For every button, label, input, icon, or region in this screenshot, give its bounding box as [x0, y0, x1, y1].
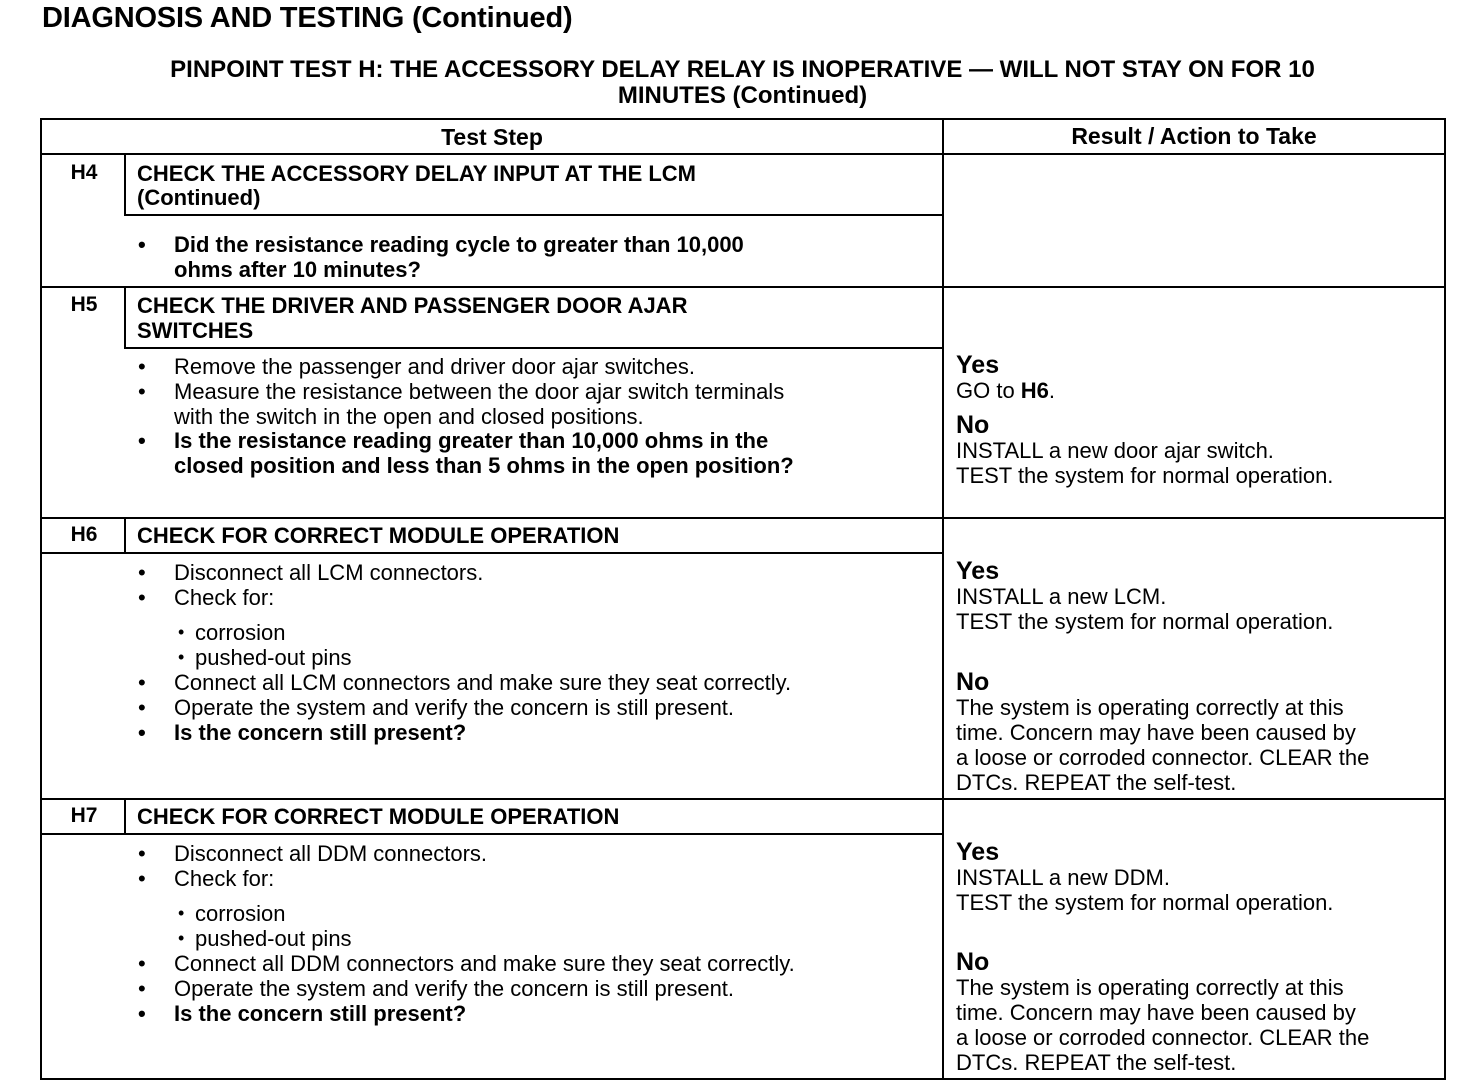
step-instruction: Remove the passenger and driver door ajar switches.: [174, 354, 695, 379]
pinpoint-test-table: [40, 118, 1446, 1080]
step-title: CHECK THE ACCESSORY DELAY INPUT AT THE LCM: [137, 161, 697, 186]
step-instruction: Measure the resistance between the door ajar switch terminals: [174, 379, 785, 404]
row-divider: [42, 286, 1444, 288]
step-question: Is the concern still present?: [174, 720, 467, 745]
column-divider: [942, 120, 944, 1078]
result-no: [956, 949, 1369, 1075]
row-divider: [42, 798, 1444, 800]
yes-action: [956, 378, 1055, 403]
step-instruction: Operate the system and verify the concern is still present.: [174, 976, 735, 1001]
subtitle-line-1: PINPOINT TEST H: THE ACCESSORY DELAY RELAY IS INOPERATIVE — WILL NOT STAY ON FOR 10: [170, 56, 1315, 83]
yes-label: Yes: [956, 557, 1000, 585]
step-title-divider: [42, 833, 942, 835]
check-item: pushed-out pins: [195, 926, 352, 951]
step-instruction: Connect all DDM connectors and make sure they seat correctly.: [174, 951, 795, 976]
bullet: •: [138, 951, 146, 976]
result-no: [956, 669, 1369, 795]
step-title-divider: [42, 552, 942, 554]
step-id: H6: [70, 523, 98, 546]
no-action: time. Concern may have been caused by: [956, 720, 1356, 745]
yes-action: INSTALL a new DDM.: [956, 865, 1170, 890]
step-instruction: Check for:: [174, 585, 275, 610]
bullet: •: [138, 866, 146, 891]
step-title-cont: SWITCHES: [137, 318, 254, 343]
go-to-text: GO to: [956, 378, 1021, 403]
no-label: No: [956, 411, 990, 439]
bullet: •: [138, 1001, 146, 1026]
result-no: [956, 412, 1333, 488]
step-question-cont: ohms after 10 minutes?: [174, 257, 421, 282]
no-action: DTCs. REPEAT the self-test.: [956, 1050, 1237, 1075]
step-id: H7: [70, 804, 98, 827]
step-question: Did the resistance reading cycle to greater than 10,000: [174, 232, 744, 257]
no-label: No: [956, 668, 990, 696]
check-item: corrosion: [195, 901, 286, 926]
bullet: •: [138, 670, 146, 695]
result-yes: [956, 352, 1055, 403]
no-action: INSTALL a new door ajar switch.: [956, 438, 1274, 463]
no-action: TEST the system for normal operation.: [956, 463, 1334, 488]
bullet: •: [138, 720, 146, 745]
bullet: •: [138, 428, 146, 453]
column-header-test-step: Test Step: [441, 124, 543, 150]
no-action: time. Concern may have been caused by: [956, 1000, 1356, 1025]
no-action: The system is operating correctly at this: [956, 695, 1344, 720]
bullet: •: [138, 695, 146, 720]
check-item: pushed-out pins: [195, 645, 352, 670]
step-instruction: Connect all LCM connectors and make sure they seat correctly.: [174, 670, 792, 695]
step-instruction: Disconnect all DDM connectors.: [174, 841, 488, 866]
no-action: a loose or corroded connector. CLEAR the: [956, 1025, 1370, 1050]
step-title-divider: [124, 214, 942, 216]
period: .: [1048, 378, 1056, 403]
bullet: •: [138, 585, 146, 610]
sub-bullet: •: [178, 647, 185, 667]
sub-bullet: •: [178, 928, 185, 948]
step-id: H4: [70, 161, 98, 184]
step-question: Is the concern still present?: [174, 1001, 467, 1026]
yes-label: Yes: [956, 838, 1000, 866]
bullet: •: [138, 379, 146, 404]
yes-action: INSTALL a new LCM.: [956, 584, 1167, 609]
go-to-step-link: H6: [1020, 378, 1049, 403]
subtitle-line-2: MINUTES (Continued): [617, 82, 868, 109]
no-action: The system is operating correctly at this: [956, 975, 1344, 1000]
result-yes: [956, 558, 1333, 634]
step-instruction-cont: with the switch in the open and closed positions.: [174, 404, 644, 429]
step-title: CHECK FOR CORRECT MODULE OPERATION: [137, 804, 620, 829]
no-action: a loose or corroded connector. CLEAR the: [956, 745, 1370, 770]
row-divider: [42, 153, 1444, 155]
yes-action: TEST the system for normal operation.: [956, 609, 1334, 634]
page-title: DIAGNOSIS AND TESTING (Continued): [42, 2, 573, 34]
no-action: DTCs. REPEAT the self-test.: [956, 770, 1237, 795]
yes-action: TEST the system for normal operation.: [956, 890, 1334, 915]
step-id: H5: [70, 293, 98, 316]
step-title-divider: [124, 347, 942, 349]
bullet: •: [138, 976, 146, 1001]
step-title: CHECK THE DRIVER AND PASSENGER DOOR AJAR: [137, 293, 688, 318]
pinpoint-test-title: [40, 57, 1445, 109]
no-label: No: [956, 948, 990, 976]
bullet: •: [138, 232, 146, 257]
result-yes: [956, 839, 1333, 915]
bullet: •: [138, 841, 146, 866]
bullet: •: [138, 354, 146, 379]
step-instruction: Operate the system and verify the concern is still present.: [174, 695, 735, 720]
yes-label: Yes: [956, 351, 1000, 379]
bullet: •: [138, 560, 146, 585]
sub-bullet: •: [178, 622, 185, 642]
step-title-cont: (Continued): [137, 185, 261, 210]
row-divider: [42, 517, 1444, 519]
step-instruction: Check for:: [174, 866, 275, 891]
step-instruction: Disconnect all LCM connectors.: [174, 560, 484, 585]
step-title: CHECK FOR CORRECT MODULE OPERATION: [137, 523, 620, 548]
check-item: corrosion: [195, 620, 286, 645]
sub-bullet: •: [178, 903, 185, 923]
step-question: Is the resistance reading greater than 10,000 ohms in the: [174, 428, 769, 453]
column-header-result: Result / Action to Take: [1071, 123, 1317, 149]
step-question-cont: closed position and less than 5 ohms in the open position?: [174, 453, 794, 478]
